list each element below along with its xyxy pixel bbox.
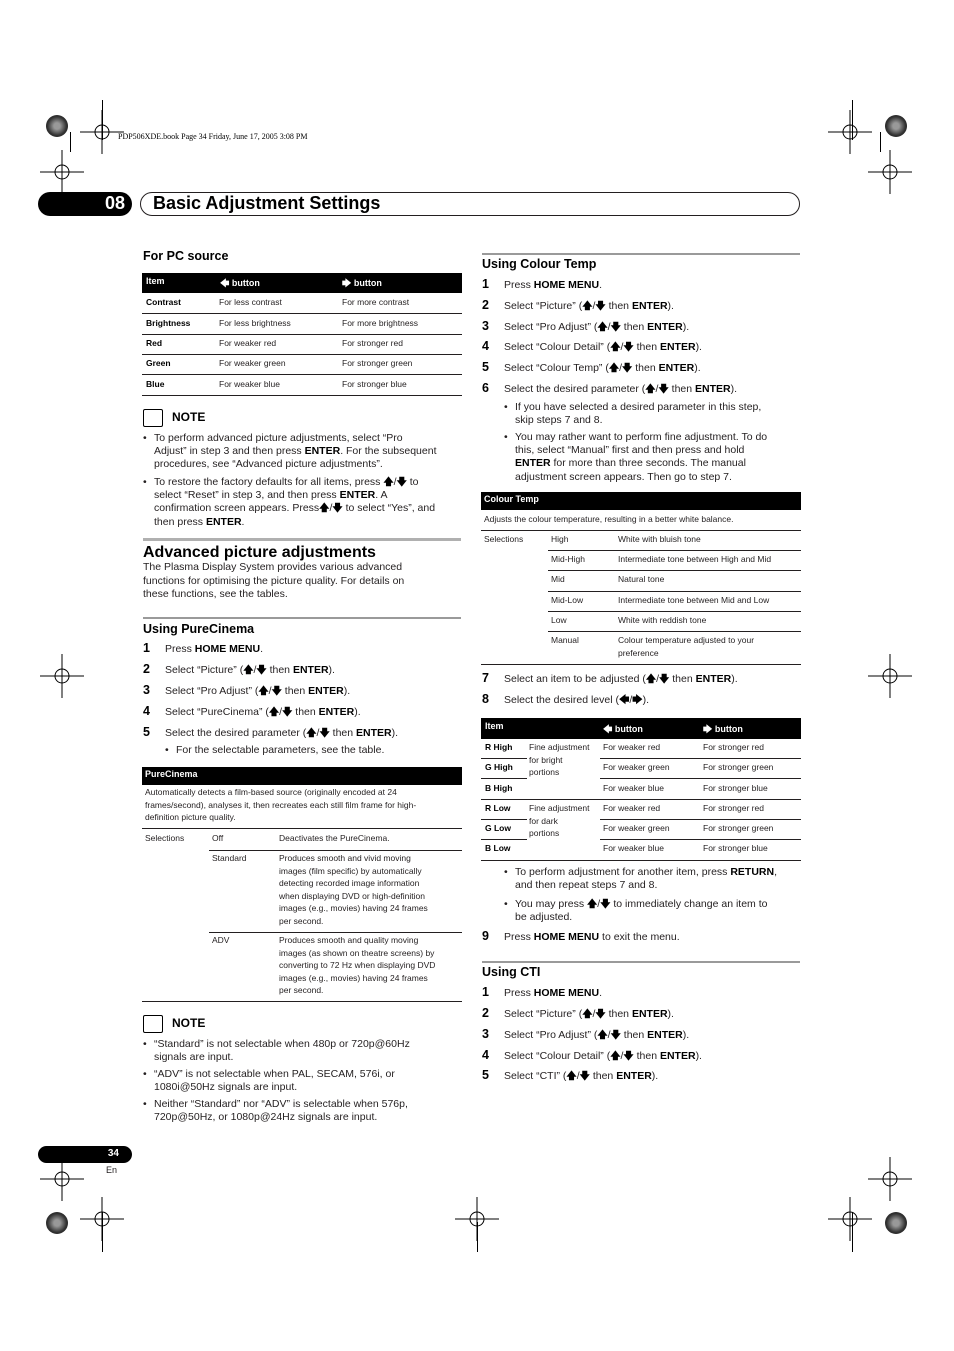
- table-header: [142, 273, 462, 293]
- up-arrow-icon: 🡅: [608, 363, 620, 374]
- down-arrow-icon: 🡇: [396, 477, 407, 488]
- column-header-item: Item: [485, 721, 504, 731]
- up-arrow-icon: 🡅: [566, 1071, 577, 1082]
- up-arrow-icon: 🡅: [645, 674, 657, 685]
- table-cell: For weaker blue: [603, 843, 664, 853]
- left-arrow-icon: 🡄: [618, 695, 630, 706]
- table-cell: For stronger green: [703, 823, 774, 833]
- table-cell: Selections: [484, 534, 524, 544]
- table-cell: Contrast: [146, 297, 181, 307]
- column-header-right: 🡆 button: [703, 724, 743, 734]
- table-cell: For stronger blue: [703, 783, 768, 793]
- table-cell: For more brightness: [342, 318, 419, 328]
- crosshair-mark-icon: [828, 1197, 872, 1241]
- table-cell: For stronger red: [342, 338, 403, 348]
- crosshair-mark-icon: [868, 654, 912, 698]
- table-cell: B High: [485, 783, 513, 793]
- table-cell: For weaker blue: [219, 379, 280, 389]
- table-cell: G Low: [485, 823, 511, 833]
- table-cell: For stronger green: [342, 358, 413, 368]
- down-arrow-icon: 🡇: [623, 342, 634, 353]
- page-number-badge: [38, 1146, 132, 1163]
- registration-disc-icon: [885, 115, 907, 137]
- down-arrow-icon: 🡇: [610, 1030, 621, 1041]
- chapter-number-badge: [38, 192, 132, 216]
- table-cell: Colour temperature adjusted to your preference: [618, 635, 755, 658]
- up-arrow-icon: 🡅: [319, 503, 330, 515]
- up-arrow-icon: 🡅: [645, 384, 656, 395]
- up-arrow-icon: 🡅: [597, 322, 608, 333]
- down-arrow-icon: 🡇: [271, 686, 282, 697]
- table-cell: For weaker red: [603, 742, 661, 752]
- table-cell: White with reddish tone: [618, 615, 707, 625]
- table-cell: Deactivates the PureCinema.: [279, 833, 390, 843]
- crosshair-mark-icon: [40, 654, 84, 698]
- left-arrow-icon: 🡄: [603, 724, 613, 734]
- file-info: PDP506XDE.book Page 34 Friday, June 17, 2005 3:08 PM: [118, 132, 308, 141]
- down-arrow-icon: 🡇: [658, 384, 669, 395]
- table-cell: Intermediate tone between High and Mid: [618, 554, 772, 564]
- table-description: Adjusts the colour temperature, resulting in a better white balance.: [484, 514, 734, 524]
- table-cell: For less contrast: [219, 297, 282, 307]
- table-cell: Produces smooth and quality moving images (as shown on theatre screens) by converting to 72 Hz when displaying DVD images (e.g., movies) having 24 frames per second.: [279, 935, 436, 995]
- table-cell: Intermediate tone between Mid and Low: [618, 595, 770, 605]
- table-cell: High: [551, 534, 569, 544]
- table-cell: White with bluish tone: [618, 534, 701, 544]
- table-cell: Brightness: [146, 318, 191, 328]
- table-cell: For weaker red: [603, 803, 661, 813]
- up-arrow-icon: 🡅: [268, 707, 280, 718]
- table-cell: Natural tone: [618, 574, 665, 584]
- right-arrow-icon: 🡆: [632, 695, 643, 706]
- table-cell: For stronger blue: [703, 843, 768, 853]
- table-cell: For stronger green: [703, 762, 774, 772]
- column-header-left: 🡄 button: [603, 724, 643, 734]
- crosshair-mark-icon: [40, 150, 84, 194]
- right-arrow-icon: 🡆: [342, 278, 352, 288]
- table-cell: For weaker green: [603, 823, 670, 833]
- up-arrow-icon: 🡅: [258, 686, 269, 697]
- chapter-number: 08: [104, 193, 125, 213]
- table-cell: For stronger red: [703, 803, 764, 813]
- table-header: [481, 718, 801, 739]
- down-arrow-icon: 🡇: [579, 1071, 590, 1082]
- table-cell: For less brightness: [219, 318, 291, 328]
- table-cell: Low: [551, 615, 567, 625]
- down-arrow-icon: 🡇: [623, 1051, 634, 1062]
- table-cell: Mid-High: [551, 554, 586, 564]
- table-title: PureCinema: [142, 767, 462, 785]
- table-cell: For weaker red: [219, 338, 277, 348]
- down-arrow-icon: 🡇: [610, 322, 621, 333]
- table-cell: ADV: [212, 935, 230, 945]
- table-cell: For weaker green: [219, 358, 286, 368]
- table-description: Automatically detects a film-based source (originally encoded at 24 frames/second), analyses it, then recreates each still film frame for high- definition picture quality.: [145, 787, 417, 822]
- down-arrow-icon: 🡇: [595, 301, 606, 312]
- purecinema-heading: Using PureCinema: [143, 622, 255, 636]
- table-cell: R High: [485, 742, 513, 752]
- up-arrow-icon: 🡅: [610, 342, 621, 353]
- column-header-left: 🡄 button: [220, 278, 260, 288]
- table-title: Colour Temp: [481, 492, 801, 510]
- table-cell: Standard: [212, 853, 247, 863]
- down-arrow-icon: 🡇: [595, 1009, 606, 1020]
- note-pencil-icon: [143, 409, 163, 427]
- table-cell: B Low: [485, 843, 511, 853]
- table-cell: For more contrast: [342, 297, 410, 307]
- table-cell: Selections: [145, 833, 185, 843]
- chapter-title-bar: [140, 192, 800, 216]
- group-label: Fine adjustment for dark portions: [529, 803, 590, 838]
- right-arrow-icon: 🡆: [703, 724, 713, 734]
- table-cell: G High: [485, 762, 513, 772]
- group-label: Fine adjustment for bright portions: [529, 742, 590, 777]
- down-arrow-icon: 🡇: [256, 665, 267, 676]
- colour-temp-heading: Using Colour Temp: [482, 257, 597, 271]
- crosshair-mark-icon: [868, 1157, 912, 1201]
- down-arrow-icon: 🡇: [282, 707, 293, 718]
- registration-disc-icon: [885, 1212, 907, 1234]
- down-arrow-icon: 🡇: [319, 728, 330, 739]
- table-cell: For weaker blue: [603, 783, 664, 793]
- registration-disc-icon: [46, 115, 68, 137]
- up-arrow-icon: 🡅: [586, 899, 598, 910]
- table-cell: Mid: [551, 574, 565, 584]
- table-cell: For stronger blue: [342, 379, 407, 389]
- section-title: Advanced picture adjustments: [143, 544, 376, 561]
- table-cell: Blue: [146, 379, 165, 389]
- table-cell: Produces smooth and vivid moving images (film specific) by automatically detecting recorded image information when displaying DVD or high-definition images (e.g., movies) having 24 frames per second.: [279, 853, 428, 926]
- up-arrow-icon: 🡅: [243, 665, 254, 676]
- table-cell: For weaker green: [603, 762, 670, 772]
- up-arrow-icon: 🡅: [582, 301, 593, 312]
- up-arrow-icon: 🡅: [383, 477, 394, 488]
- note-pencil-icon: [143, 1015, 163, 1033]
- table-cell: R Low: [485, 803, 511, 813]
- down-arrow-icon: 🡇: [600, 899, 611, 910]
- crosshair-mark-icon: [868, 150, 912, 194]
- registration-disc-icon: [46, 1212, 68, 1234]
- column-header-right: 🡆 button: [342, 278, 382, 288]
- column-header-item: Item: [146, 276, 165, 286]
- up-arrow-icon: 🡅: [597, 1030, 608, 1041]
- up-arrow-icon: 🡅: [582, 1009, 593, 1020]
- section-intro: The Plasma Display System provides various advanced functions for optimising the picture quality. For details on these functions, see the tables.: [143, 561, 405, 600]
- note-label: NOTE: [172, 410, 206, 424]
- language-label: En: [106, 1165, 118, 1175]
- up-arrow-icon: 🡅: [306, 728, 317, 739]
- table-cell: Off: [212, 833, 224, 843]
- note-label: NOTE: [172, 1016, 206, 1030]
- table-cell: Mid-Low: [551, 595, 584, 605]
- crosshair-mark-icon: [40, 1157, 84, 1201]
- page-number: 34: [107, 1148, 119, 1159]
- table-cell: For stronger red: [703, 742, 764, 752]
- crosshair-mark-icon: [828, 110, 872, 154]
- pc-source-heading: For PC source: [143, 249, 229, 263]
- down-arrow-icon: 🡇: [659, 674, 670, 685]
- left-arrow-icon: 🡄: [220, 278, 230, 288]
- table-cell: Manual: [551, 635, 579, 645]
- up-arrow-icon: 🡅: [610, 1051, 621, 1062]
- down-arrow-icon: 🡇: [332, 503, 343, 515]
- table-cell: Green: [146, 358, 171, 368]
- cti-heading: Using CTI: [482, 965, 541, 979]
- chapter-title: Basic Adjustment Settings: [153, 193, 381, 213]
- table-cell: Red: [146, 338, 163, 348]
- down-arrow-icon: 🡇: [622, 363, 633, 374]
